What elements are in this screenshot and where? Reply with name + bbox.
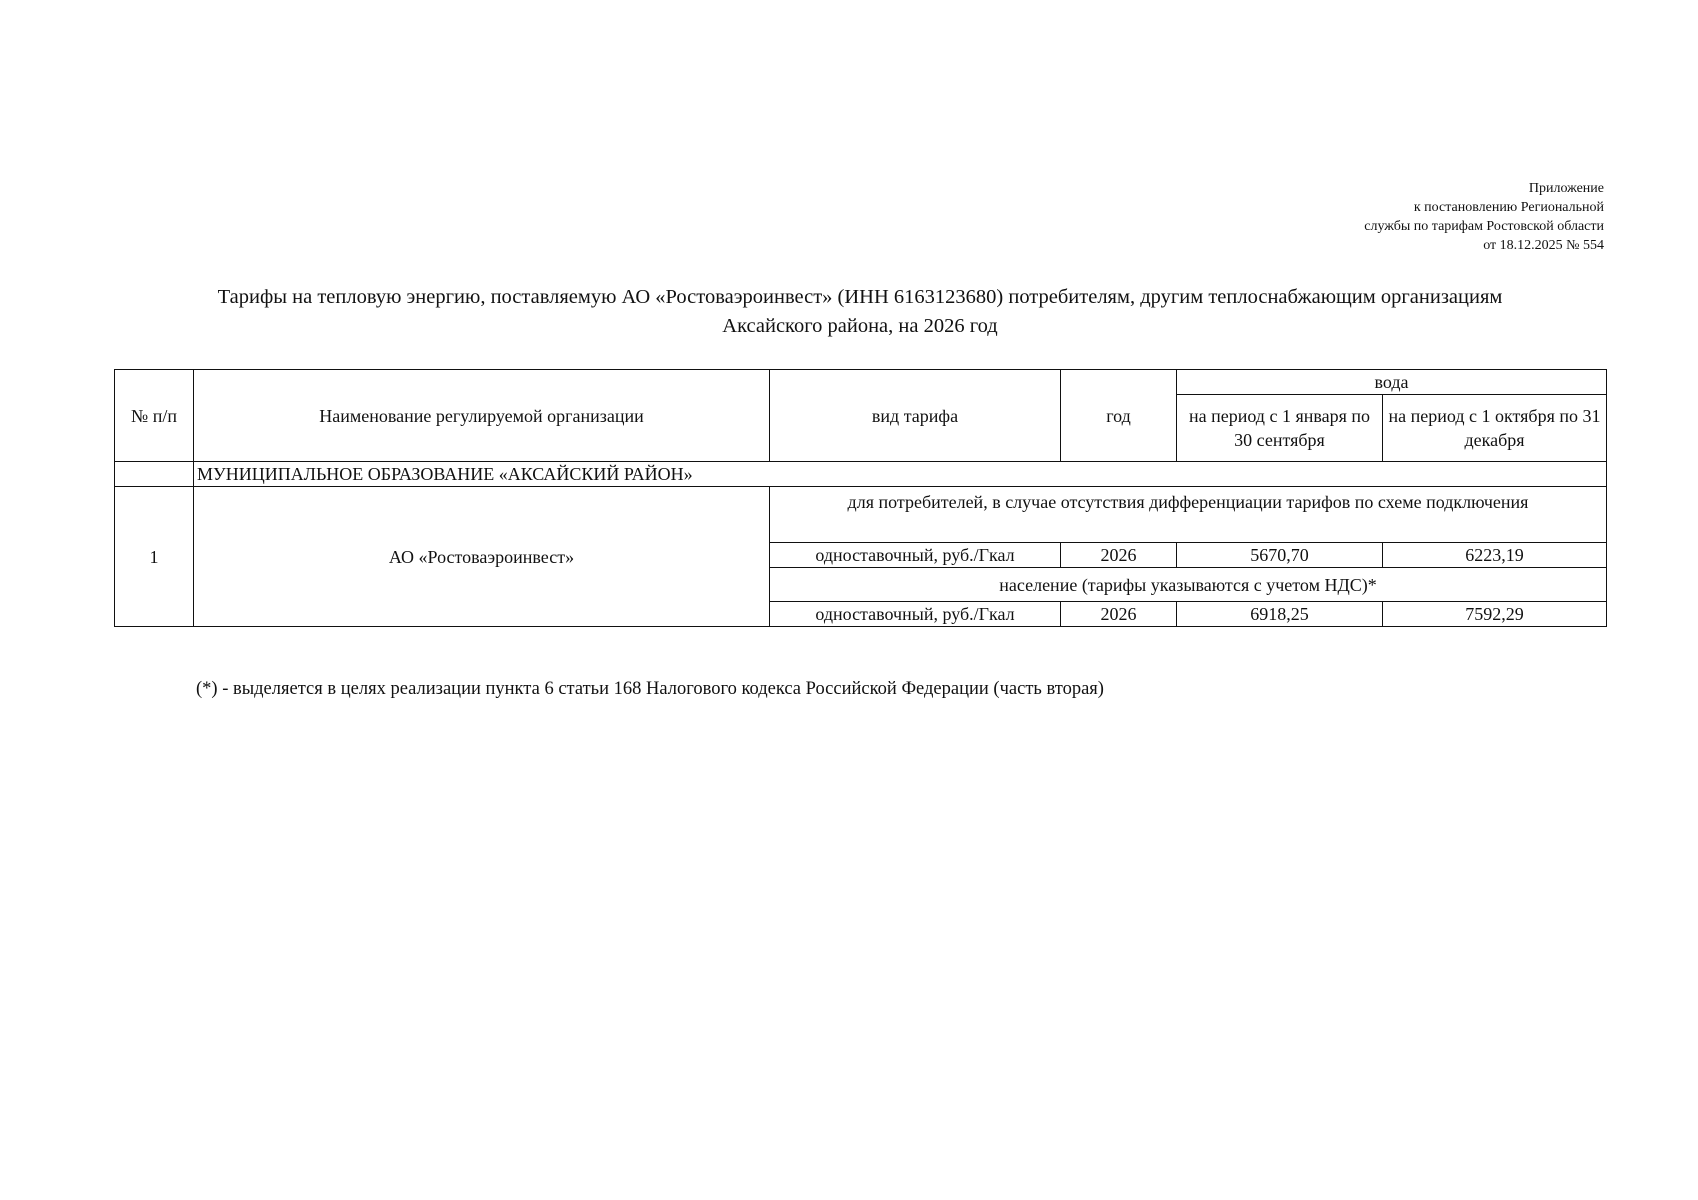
table-row-municipality <box>115 462 1607 487</box>
header-year: год <box>1061 370 1177 462</box>
consumers-section-label: для потребителей, в случае отсутствия дифференциации тарифов по схеме подключения <box>770 487 1607 543</box>
appendix-label: Приложение <box>1528 181 1604 196</box>
row-number: 1 <box>115 487 194 627</box>
table-row-consumers-section <box>115 487 1607 543</box>
population-year: 2026 <box>1061 602 1177 627</box>
municipality-number-cell <box>115 462 194 487</box>
municipality-name: МУНИЦИПАЛЬНОЕ ОБРАЗОВАНИЕ «АКСАЙСКИЙ РАЙОН» <box>194 462 1607 487</box>
header-number: № п/п <box>115 370 194 462</box>
population-section-label: население (тарифы указываются с учетом НДС)* <box>770 568 1607 602</box>
document-title-line-2: Аксайского района, на 2026 год <box>722 315 998 337</box>
appendix-date-number: от 18.12.2025 № 554 <box>1483 238 1604 253</box>
document-title-line-1: Тарифы на тепловую энергию, поставляемую АО «Ростоваэроинвест» (ИНН 6163123680) потребителям, другим теплоснабжающим организациям <box>217 286 1503 308</box>
population-period-1-value: 6918,25 <box>1177 602 1383 627</box>
organization-name: АО «Ростоваэроинвест» <box>194 487 770 627</box>
header-tariff-type: вид тарифа <box>770 370 1061 462</box>
tariff-table <box>114 369 1607 627</box>
appendix-service: службы по тарифам Ростовской области <box>1364 219 1604 234</box>
appendix-resolution: к постановлению Региональной <box>1413 200 1604 215</box>
consumers-period-2-value: 6223,19 <box>1383 543 1607 568</box>
consumers-tariff-type: одноставочный, руб./Гкал <box>770 543 1061 568</box>
header-organization: Наименование регулируемой организации <box>194 370 770 462</box>
consumers-period-1-value: 5670,70 <box>1177 543 1383 568</box>
consumers-year: 2026 <box>1061 543 1177 568</box>
header-period-2: на период с 1 октября по 31 декабря <box>1383 395 1607 462</box>
header-water: вода <box>1177 370 1607 395</box>
footnote: (*) - выделяется в целях реализации пункта 6 статьи 168 Налогового кодекса Российской Федерации (часть вторая) <box>196 679 1104 699</box>
population-tariff-type: одноставочный, руб./Гкал <box>770 602 1061 627</box>
document-title <box>100 283 1620 341</box>
population-period-2-value: 7592,29 <box>1383 602 1607 627</box>
header-period-1: на период с 1 января по 30 сентября <box>1177 395 1383 462</box>
appendix-header <box>1184 179 1604 255</box>
